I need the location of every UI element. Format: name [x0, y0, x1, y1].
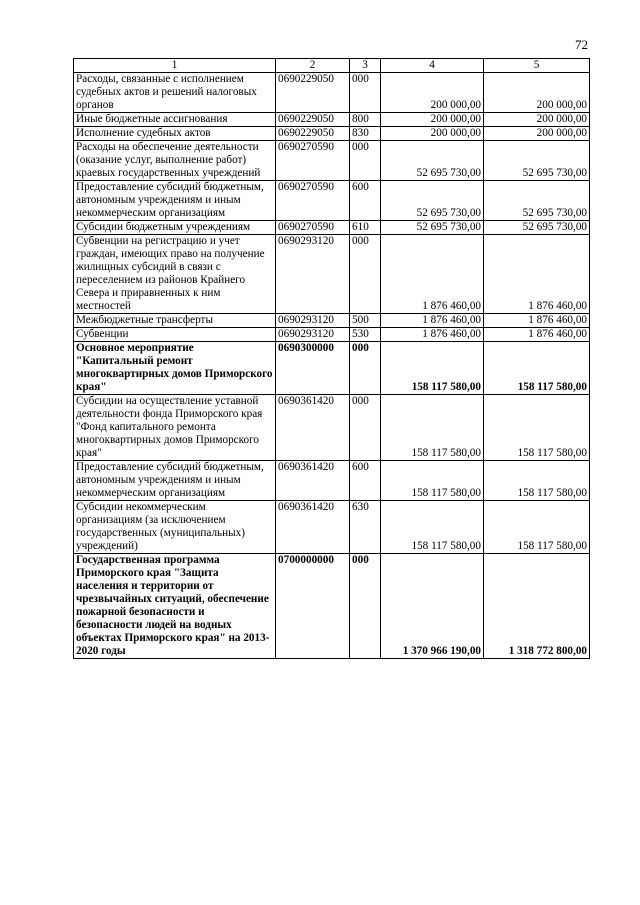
row-type-cell: 530: [350, 328, 381, 342]
table-row: [74, 235, 590, 314]
row-type-cell: 600: [350, 181, 381, 221]
row-code-cell: 0690270590: [276, 141, 350, 181]
budget-table: [73, 58, 590, 659]
row-amount-2-cell: 158 117 580,00: [484, 342, 590, 395]
row-amount-1-cell: 52 695 730,00: [381, 181, 484, 221]
row-code-cell: 0690229050: [276, 127, 350, 141]
row-amount-2-cell: 1 318 772 800,00: [484, 554, 590, 659]
row-code-cell: 0690270590: [276, 221, 350, 235]
row-name-cell: Расходы, связанные с исполнением судебных актов и решений налоговых органов: [74, 73, 276, 113]
row-amount-1-cell: 1 876 460,00: [381, 235, 484, 314]
row-amount-2-cell: 52 695 730,00: [484, 181, 590, 221]
row-code-cell: 0690361420: [276, 461, 350, 501]
header-col-5: 5: [484, 59, 590, 73]
row-code-cell: 0690293120: [276, 235, 350, 314]
row-name-cell: Иные бюджетные ассигнования: [74, 113, 276, 127]
row-name-cell: Государственная программа Приморского края "Защита населения и территории от чрезвычайных ситуаций, обеспечение пожарной безопасности и безопасности людей на водных объектах Приморского края" на 2013-2020 годы: [74, 554, 276, 659]
row-amount-1-cell: 200 000,00: [381, 127, 484, 141]
row-type-cell: 500: [350, 314, 381, 328]
table-header-row: [74, 59, 590, 73]
row-code-cell: 0700000000: [276, 554, 350, 659]
row-name-cell: Субсидии некоммерческим организациям (за исключением государственных (муниципальных) учреждений): [74, 501, 276, 554]
table-row: [74, 127, 590, 141]
table-row: [74, 395, 590, 461]
table-row: [74, 73, 590, 113]
row-type-cell: 000: [350, 141, 381, 181]
row-amount-1-cell: 200 000,00: [381, 73, 484, 113]
row-name-cell: Расходы на обеспечение деятельности (оказание услуг, выполнение работ) краевых государственных учреждений: [74, 141, 276, 181]
row-amount-2-cell: 52 695 730,00: [484, 221, 590, 235]
row-amount-1-cell: 1 876 460,00: [381, 314, 484, 328]
table-row: [74, 221, 590, 235]
row-code-cell: 0690361420: [276, 395, 350, 461]
row-code-cell: 0690293120: [276, 328, 350, 342]
row-amount-1-cell: 158 117 580,00: [381, 342, 484, 395]
table-row: [74, 328, 590, 342]
row-type-cell: 800: [350, 113, 381, 127]
table-row: [74, 181, 590, 221]
header-col-1: 1: [74, 59, 276, 73]
row-type-cell: 610: [350, 221, 381, 235]
row-amount-2-cell: 52 695 730,00: [484, 141, 590, 181]
row-code-cell: 0690293120: [276, 314, 350, 328]
row-type-cell: 000: [350, 342, 381, 395]
row-amount-1-cell: 1 876 460,00: [381, 328, 484, 342]
table-row: [74, 501, 590, 554]
table-row: [74, 342, 590, 395]
row-amount-1-cell: 158 117 580,00: [381, 395, 484, 461]
row-amount-1-cell: 52 695 730,00: [381, 221, 484, 235]
row-amount-2-cell: 158 117 580,00: [484, 395, 590, 461]
row-amount-2-cell: 158 117 580,00: [484, 501, 590, 554]
row-name-cell: Субсидии бюджетным учреждениям: [74, 221, 276, 235]
row-type-cell: 000: [350, 395, 381, 461]
row-amount-2-cell: 1 876 460,00: [484, 314, 590, 328]
row-name-cell: Основное мероприятие "Капитальный ремонт многоквартирных домов Приморского края": [74, 342, 276, 395]
row-code-cell: 0690270590: [276, 181, 350, 221]
page-number: 72: [575, 37, 588, 52]
header-col-4: 4: [381, 59, 484, 73]
row-amount-2-cell: 200 000,00: [484, 127, 590, 141]
row-name-cell: Субвенции на регистрацию и учет граждан, имеющих право на получение жилищных субсидий в связи с переселением из районов Крайнего Севера и приравненных к ним местностей: [74, 235, 276, 314]
header-col-2: 2: [276, 59, 350, 73]
row-name-cell: Предоставление субсидий бюджетным, автономным учреждениям и иным некоммерческим организациям: [74, 461, 276, 501]
row-type-cell: 000: [350, 73, 381, 113]
row-type-cell: 830: [350, 127, 381, 141]
row-amount-1-cell: 52 695 730,00: [381, 141, 484, 181]
row-amount-2-cell: 200 000,00: [484, 73, 590, 113]
row-amount-2-cell: 158 117 580,00: [484, 461, 590, 501]
row-amount-1-cell: 158 117 580,00: [381, 461, 484, 501]
table-row: [74, 141, 590, 181]
row-type-cell: 000: [350, 554, 381, 659]
row-name-cell: Исполнение судебных актов: [74, 127, 276, 141]
row-amount-2-cell: 200 000,00: [484, 113, 590, 127]
row-name-cell: Предоставление субсидий бюджетным, автономным учреждениям и иным некоммерческим организациям: [74, 181, 276, 221]
row-name-cell: Межбюджетные трансферты: [74, 314, 276, 328]
row-amount-1-cell: 158 117 580,00: [381, 501, 484, 554]
row-amount-1-cell: 200 000,00: [381, 113, 484, 127]
row-code-cell: 0690361420: [276, 501, 350, 554]
table-row: [74, 113, 590, 127]
row-name-cell: Субсидии на осуществление уставной деятельности фонда Приморского края "Фонд капитального ремонта многоквартирных домов Приморского края": [74, 395, 276, 461]
header-col-3: 3: [350, 59, 381, 73]
table-body: [74, 73, 590, 659]
table-row: [74, 461, 590, 501]
row-code-cell: 0690300000: [276, 342, 350, 395]
table-row: [74, 554, 590, 659]
row-amount-2-cell: 1 876 460,00: [484, 235, 590, 314]
row-type-cell: 630: [350, 501, 381, 554]
row-name-cell: Субвенции: [74, 328, 276, 342]
row-code-cell: 0690229050: [276, 73, 350, 113]
row-amount-1-cell: 1 370 966 190,00: [381, 554, 484, 659]
row-type-cell: 600: [350, 461, 381, 501]
table-row: [74, 314, 590, 328]
row-amount-2-cell: 1 876 460,00: [484, 328, 590, 342]
row-code-cell: 0690229050: [276, 113, 350, 127]
row-type-cell: 000: [350, 235, 381, 314]
